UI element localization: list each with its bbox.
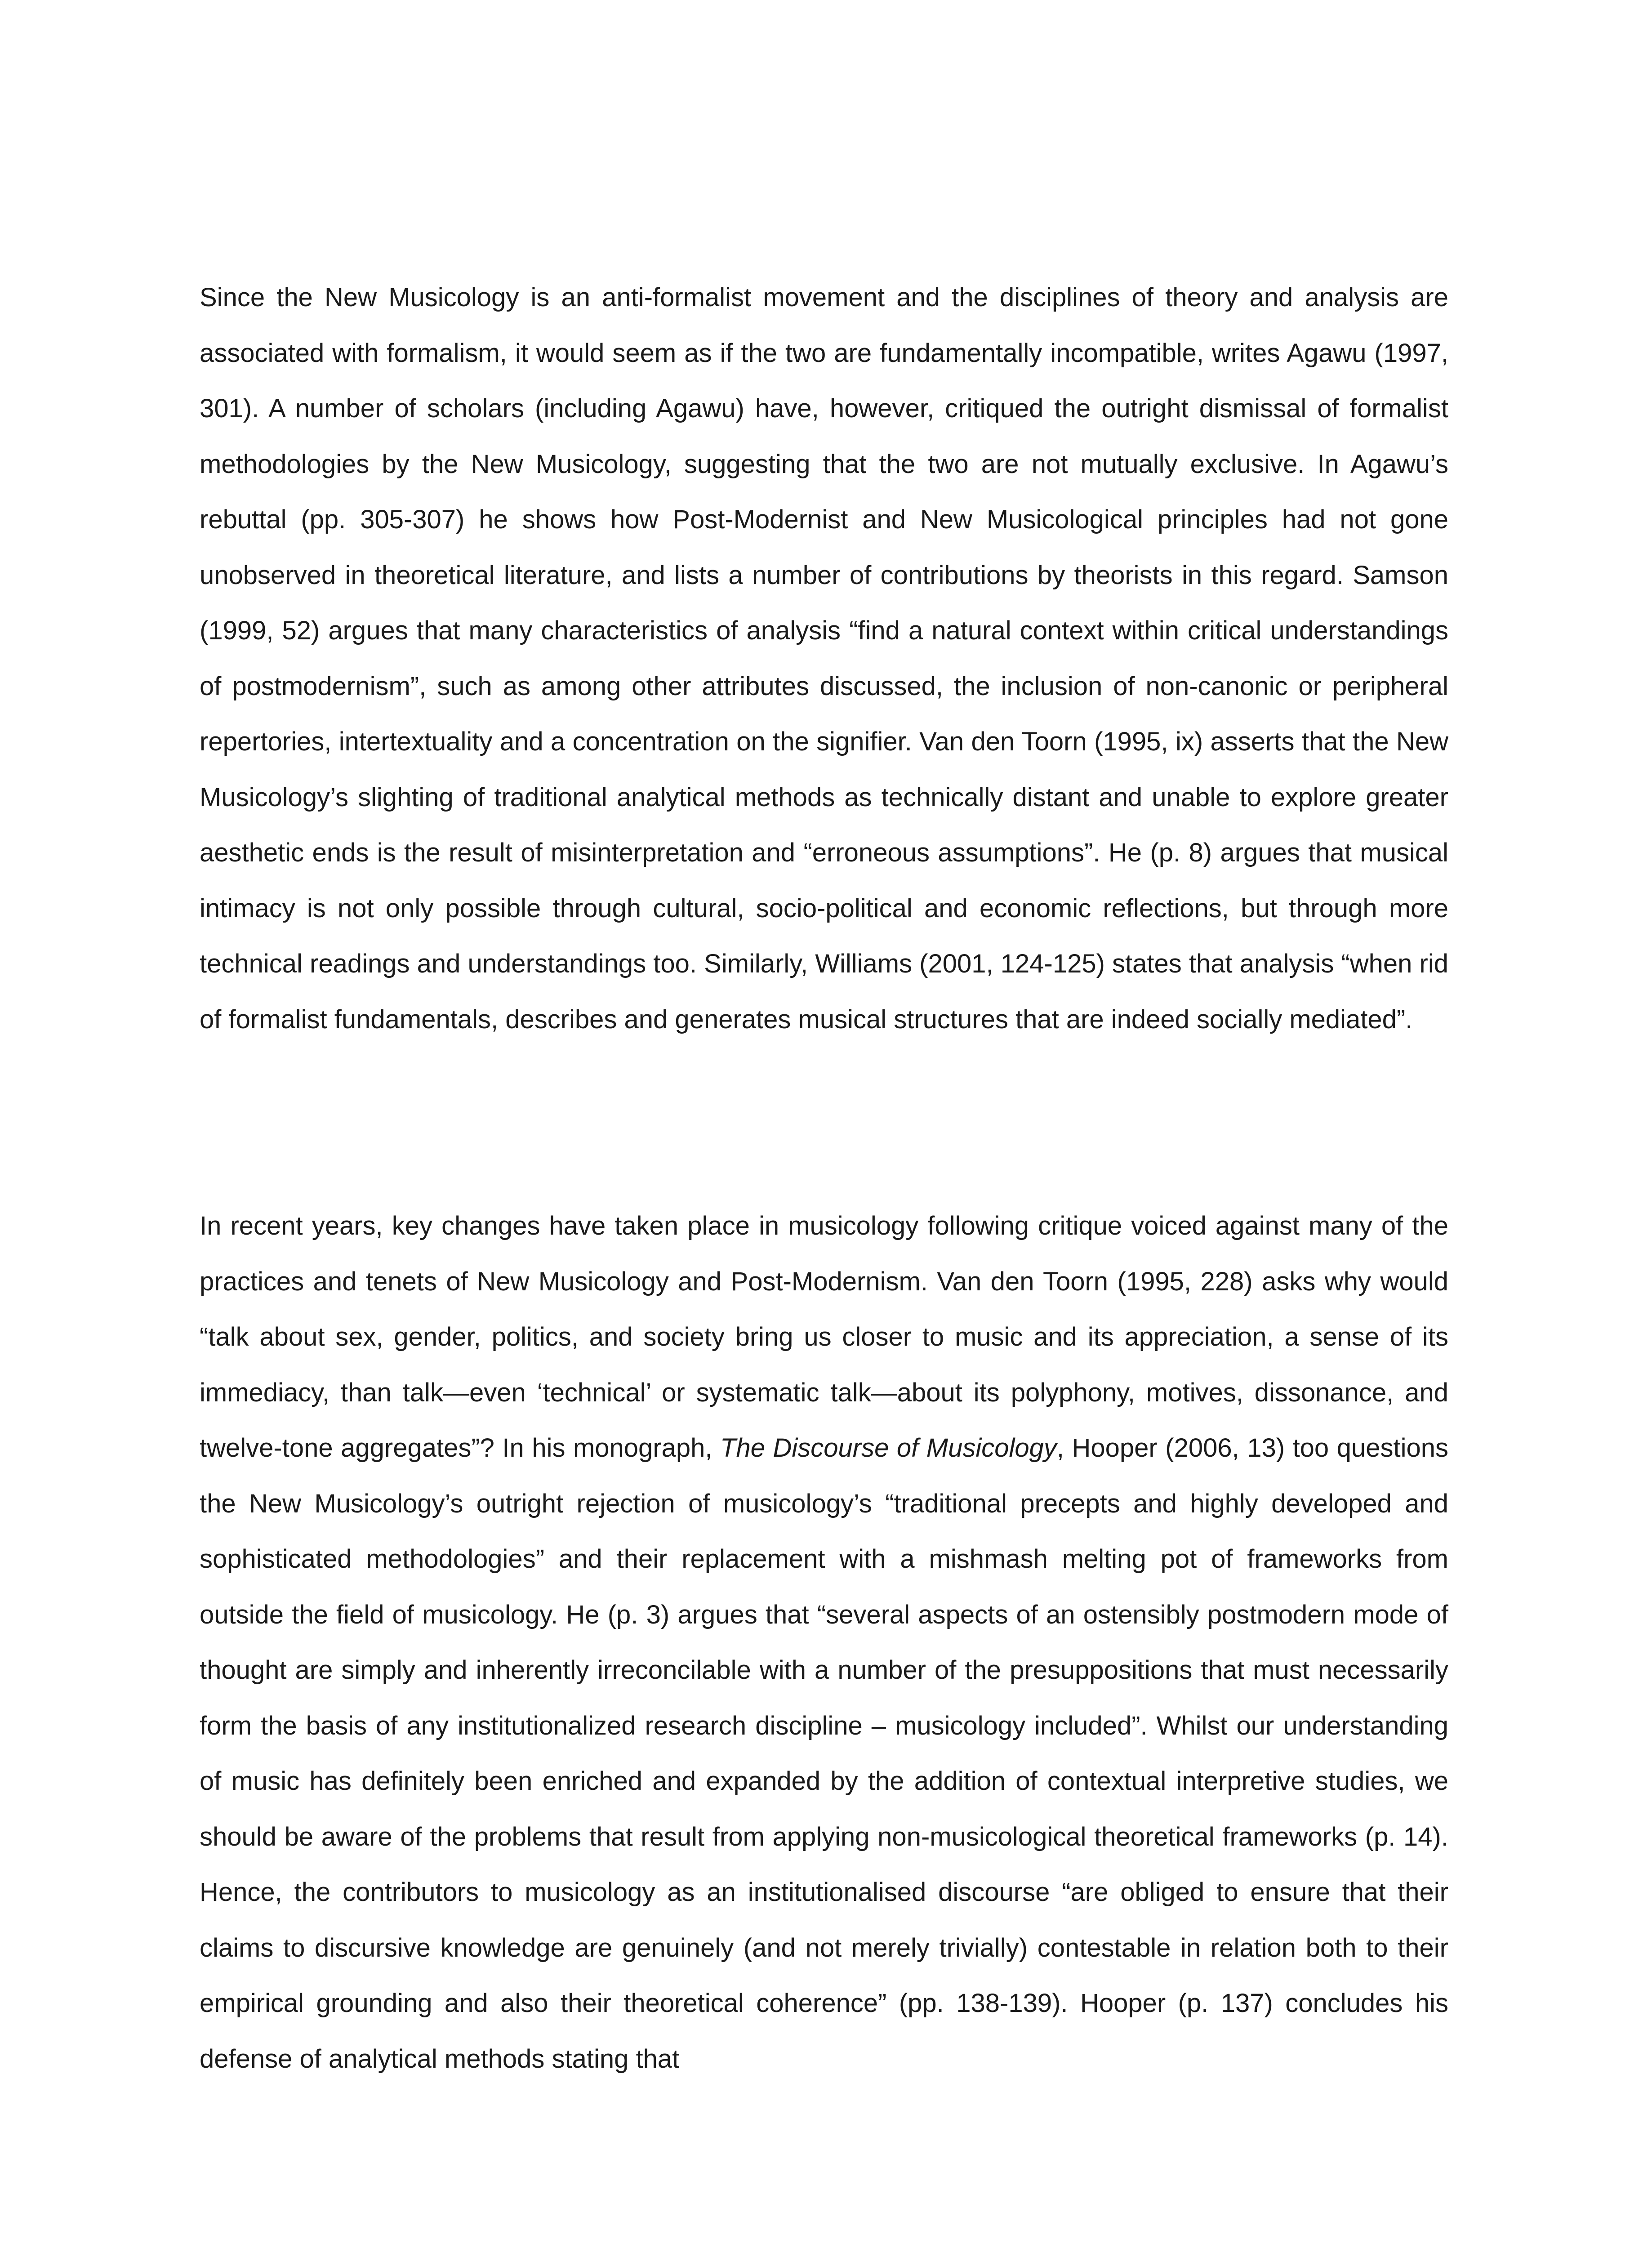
paragraph-text-segment: In recent years, key changes have taken place in musicology following critique voiced against many of the practices and tenets of New Musicology and Post-Modernism. Van den Toorn (1995, 228) asks why would “talk about sex, gender, politics, and society bring us closer to music and its appreciation, a sense of its immediacy, than talk—even ‘technical’ or systematic talk—about its polyphony, motives, dissonance, and twelve-tone aggregates”? In his monograph,: [200, 1211, 1448, 1463]
paragraph-text: Since the New Musicology is an anti-formalist movement and the disciplines of theory and analysis are associated with formalism, it would seem as if the two are fundamentally incompatible, writes Agawu (1997, 301). A number of scholars (including Agawu) have, however, critiqued the outright dismissal of formalist methodologies by the New Musicology, suggesting that the two are not mutually exclusive. In Agawu’s rebuttal (pp. 305-307) he shows how Post-Modernist and New Musicological principles had not gone unobserved in theoretical literature, and lists a number of contributions by theorists in this regard. Samson (1999, 52) argues that many characteristics of analysis “find a natural context within critical understandings of postmodernism”, such as among other attributes discussed, the inclusion of non-canonic or peripheral repertories, intertextuality and a concentration on the signifier. Van den Toorn (1995, ix) asserts that the New Musicology’s slighting of traditional analytical methods as technically distant and unable to explore greater aesthetic ends is the result of misinterpretation and “erroneous assumptions”. He (p. 8) argues that musical intimacy is not only possible through cultural, socio-political and economic reflections, but through more technical readings and understandings too. Similarly, Williams (2001, 124-125) states that analysis “when rid of formalist fundamentals, describes and generates musical structures that are indeed socially mediated”.: [200, 283, 1448, 1034]
book-title: The Discourse of Musicology: [720, 1433, 1057, 1463]
paragraph-text: [200, 1198, 1448, 2087]
paragraph-text-segment: , Hooper (2006, 13) too questions the New Musicology’s outright rejection of musicology’s “traditional precepts and highly developed and sophisticated methodologies” and their replacement with a mishmash melting pot of frameworks from outside the field of musicology. He (p. 3) argues that “several aspects of an ostensibly postmodern mode of thought are simply and inherently irreconcilable with a number of the presuppositions that must necessarily form the basis of any institutionalized research discipline – musicology included”. Whilst our understanding of music has definitely been enriched and expanded by the addition of contextual interpretive studies, we should be aware of the problems that result from applying non-musicological theoretical frameworks (p. 14). Hence, the contributors to musicology as an institutionalised discourse “are obliged to ensure that their claims to discursive knowledge are genuinely (and not merely trivially) contestable in relation both to their empirical grounding and also their theoretical coherence” (pp. 138-139). Hooper (p. 137) concludes his defense of analytical methods stating that: [200, 1433, 1448, 2074]
body-paragraph-1: [200, 270, 1448, 1047]
body-paragraph-2: [200, 1198, 1448, 2087]
